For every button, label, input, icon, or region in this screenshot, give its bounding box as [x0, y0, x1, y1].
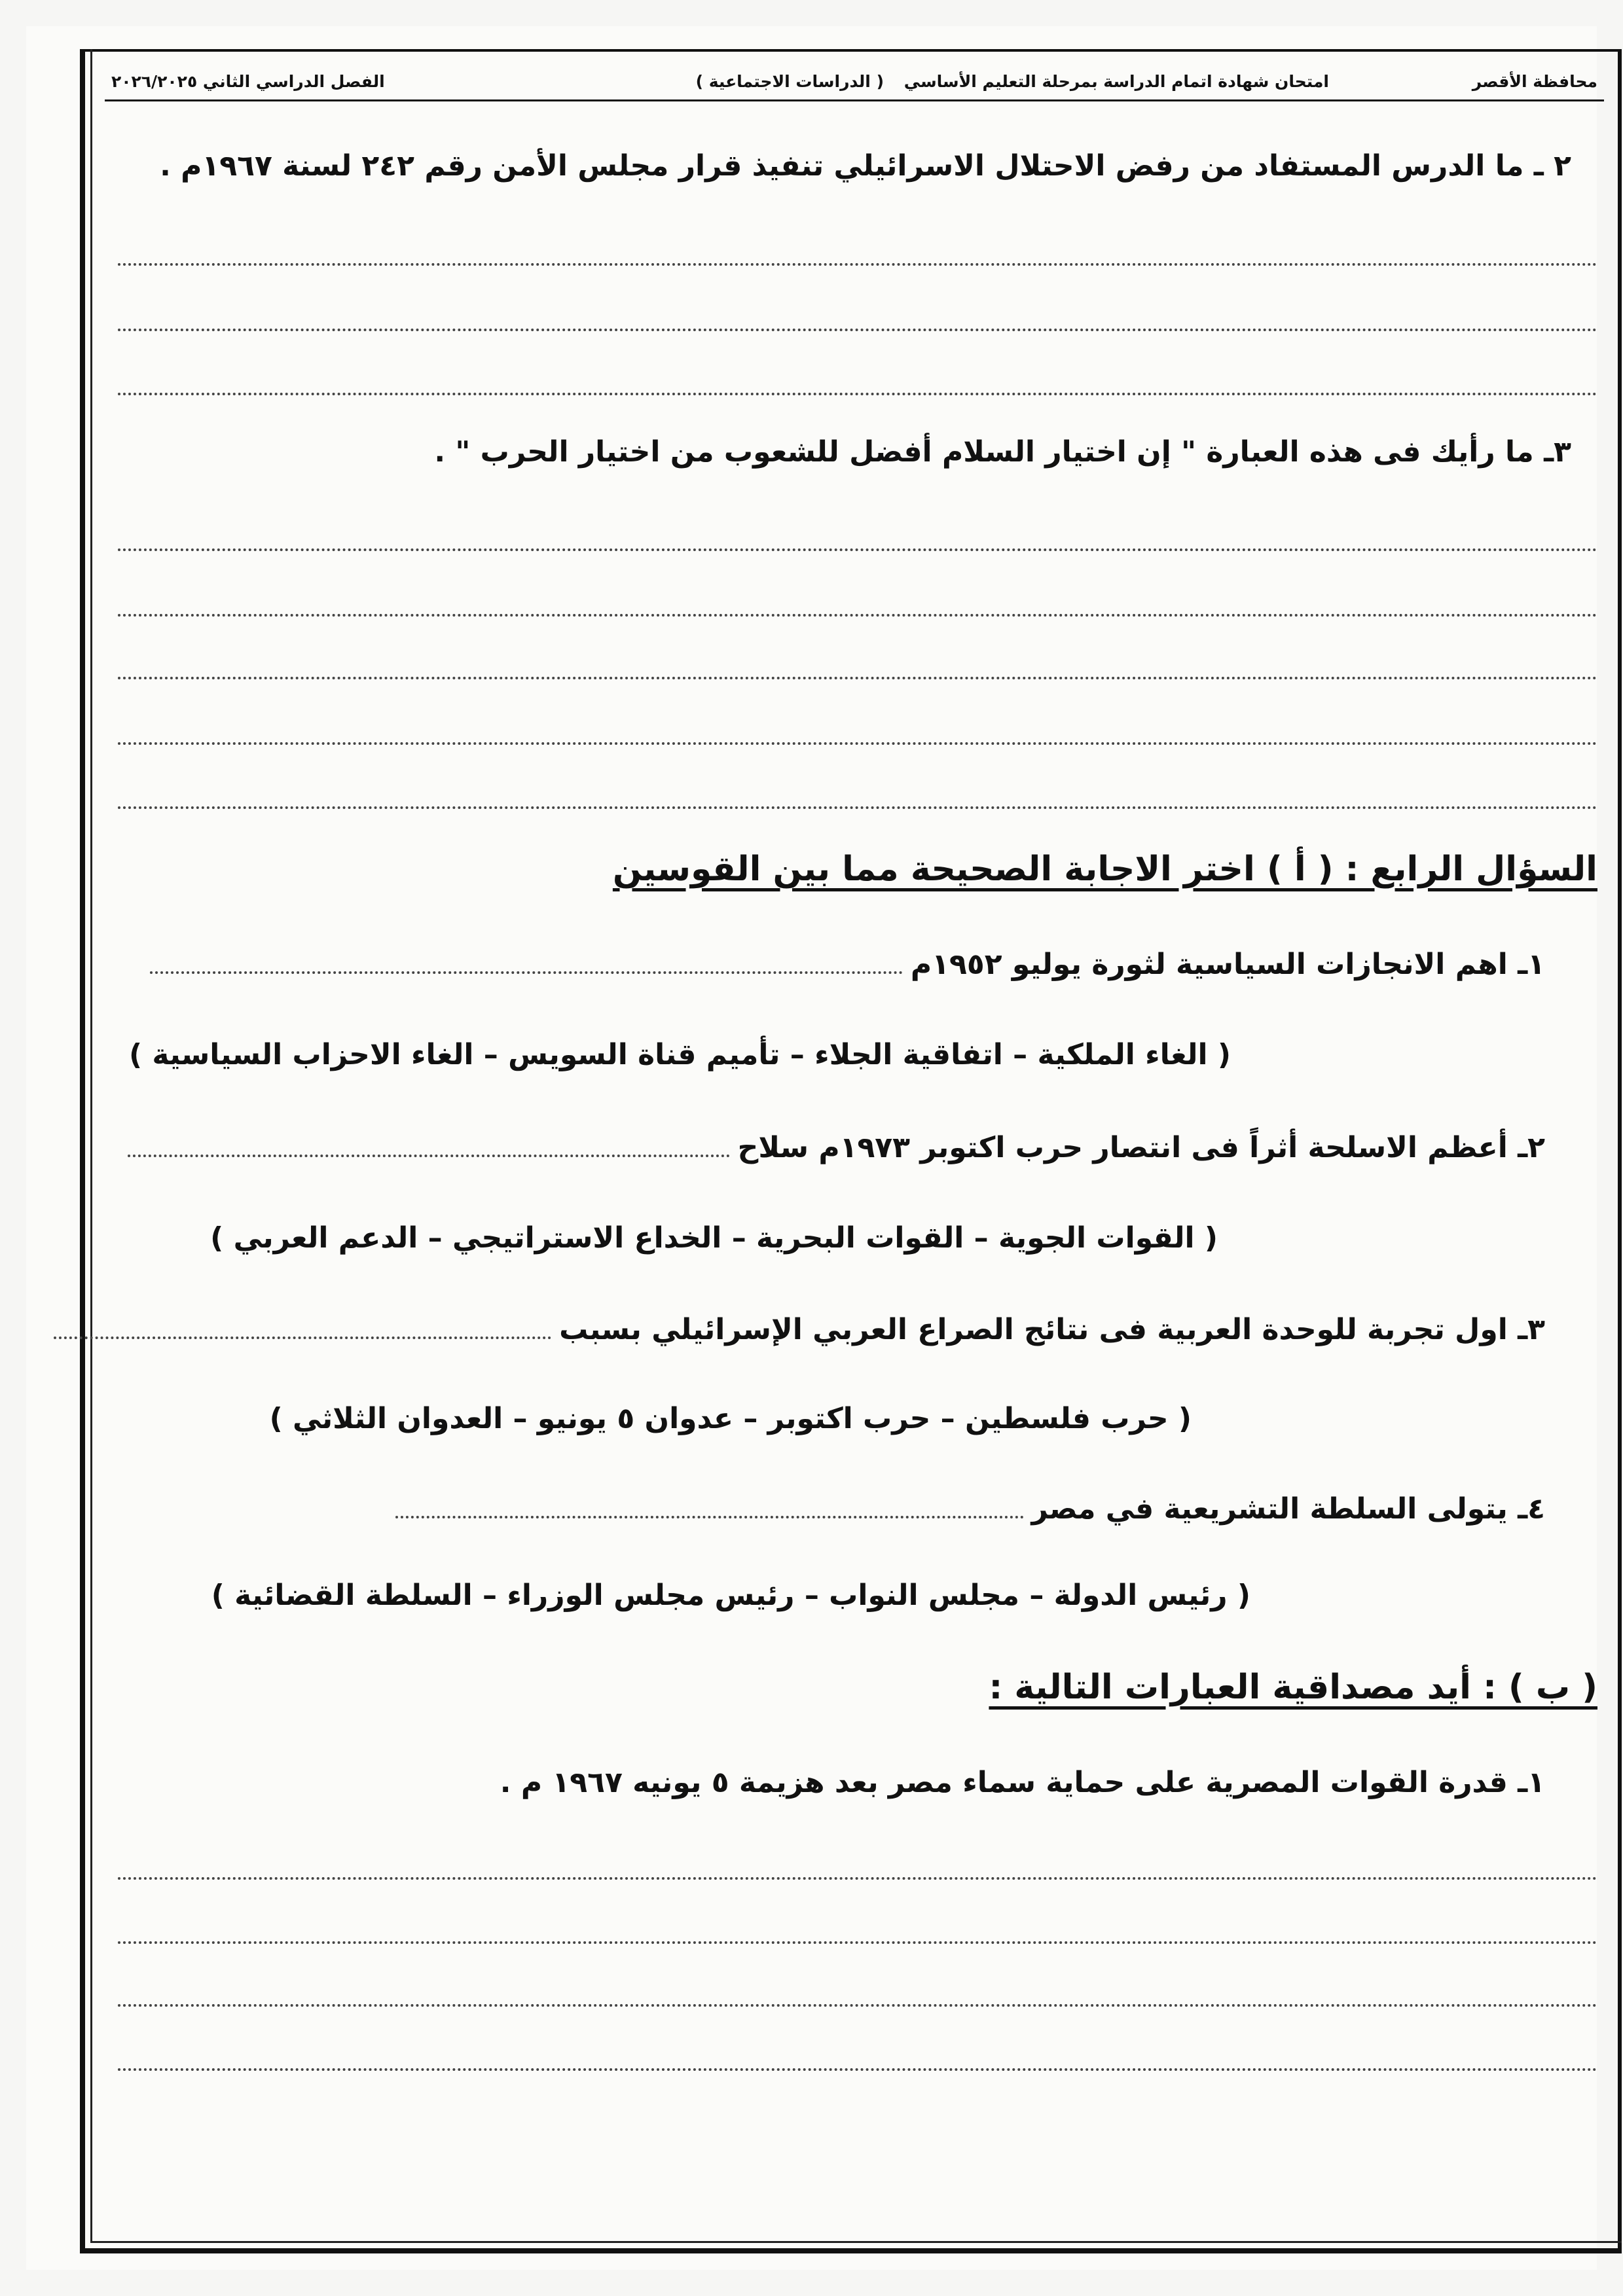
answer-blank[interactable]: [128, 1134, 730, 1157]
mcq-options-1: ( الغاء الملكية – اتفاقية الجلاء – تأميم قناة السويس – الغاء الاحزاب السياسية ): [128, 1038, 1231, 1071]
mcq-item-1: [150, 948, 1545, 981]
exam-title: امتحان شهادة اتمام الدراسة بمرحلة التعليم الأساسي: [903, 72, 1329, 91]
mcq-options-4: ( رئيس الدولة – مجلس النواب – رئيس مجلس الوزراء – السلطة القضائية ): [211, 1579, 1250, 1612]
answer-line[interactable]: [118, 2068, 1597, 2071]
mcq-stem: ٤ـ يتولى السلطة التشريعية في مصر: [1031, 1492, 1545, 1526]
answer-line[interactable]: [118, 677, 1597, 679]
subject-label: ( الدراسات الاجتماعية ): [695, 72, 884, 91]
mcq-suffix: سلاح: [737, 1131, 809, 1164]
part-b-question-1: ١ـ قدرة القوات المصرية على حماية سماء مصر بعد هزيمة ٥ يونيه ١٩٦٧ م .: [500, 1766, 1545, 1799]
term-label: الفصل الدراسي الثاني ٢٠٢٦/٢٠٢٥: [111, 72, 385, 91]
mcq-item-2: [128, 1131, 1545, 1164]
question-2: ٢ ـ ما الدرس المستفاد من رفض الاحتلال الاسرائيلي تنفيذ قرار مجلس الأمن رقم ٢٤٢ لسنة ١٩٦٧م .: [160, 149, 1571, 183]
answer-blank[interactable]: [54, 1316, 551, 1339]
question-4-title: السؤال الرابع : ( أ ) اختر الاجابة الصحيحة مما بين القوسين: [612, 850, 1597, 889]
answer-line[interactable]: [118, 2004, 1597, 2007]
answer-line[interactable]: [118, 329, 1597, 331]
answer-line[interactable]: [118, 806, 1597, 809]
mcq-stem: ١ـ اهم الانجازات السياسية لثورة يوليو ١٩٥٢م: [910, 948, 1545, 981]
answer-line[interactable]: [118, 742, 1597, 745]
answer-line[interactable]: [118, 1877, 1597, 1880]
answer-line[interactable]: [118, 614, 1597, 617]
answer-blank[interactable]: [150, 950, 903, 974]
question-3: ٣ـ ما رأيك فى هذه العبارة " إن اختيار السلام أفضل للشعوب من اختيار الحرب " .: [434, 435, 1571, 469]
mcq-stem: ٢ـ أعظم الاسلحة أثراً فى انتصار حرب اكتوبر ١٩٧٣م: [818, 1131, 1545, 1164]
answer-blank[interactable]: [395, 1495, 1024, 1518]
exam-content: [118, 0, 1597, 2296]
answer-line[interactable]: [118, 263, 1597, 266]
answer-line[interactable]: [118, 1941, 1597, 1944]
mcq-stem: ٣ـ اول تجربة للوحدة العربية فى نتائج الصراع العربي الإسرائيلي بسبب: [559, 1313, 1545, 1346]
part-b-title: ( ب ) : أيد مصداقية العبارات التالية :: [989, 1668, 1597, 1707]
mcq-options-2: ( القوات الجوية – القوات البحرية – الخداع الاستراتيجي – الدعم العربي ): [210, 1221, 1218, 1255]
mcq-item-4: [395, 1492, 1545, 1526]
governorate-label: محافظة الأقصر: [1472, 72, 1597, 91]
answer-line[interactable]: [118, 548, 1597, 551]
mcq-options-3: ( حرب فلسطين – حرب اكتوبر – عدوان ٥ يونيو – العدوان الثلاثي ): [269, 1402, 1192, 1435]
mcq-item-3: [54, 1313, 1545, 1346]
answer-line[interactable]: [118, 393, 1597, 395]
